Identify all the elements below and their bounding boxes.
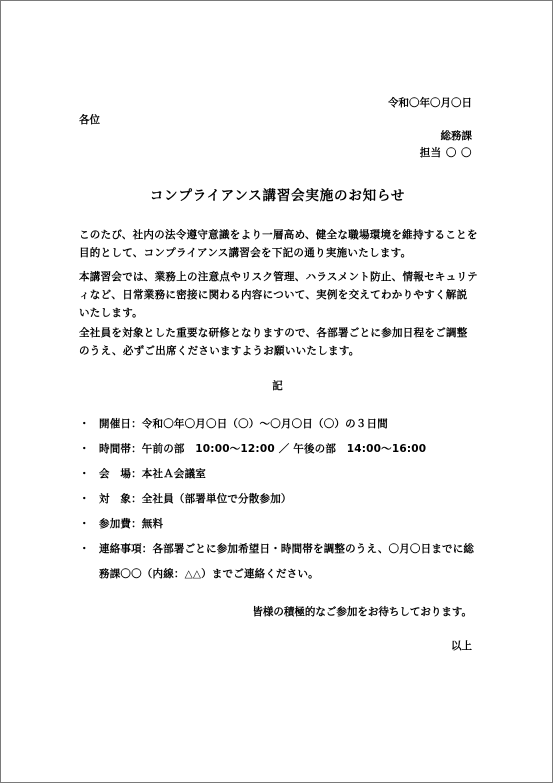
- addressee: 各位: [79, 114, 100, 126]
- detail-date: 開催日：令和〇年〇月〇日（〇）～〇月〇日（〇）の３日間: [99, 418, 388, 430]
- body-paragraph-2: 本講習会では、業務上の注意点やリスク管理、ハラスメント防止、情報セキュリティなど、日常業務に密接に関わる内容について、実例を交えてわかりやすく解説いたします。: [79, 271, 478, 319]
- detail-venue: 会 場：本社Ａ会議室: [99, 468, 206, 480]
- sender-person: 担当 〇 〇: [419, 147, 472, 159]
- list-item: [79, 442, 479, 456]
- detail-target: 対 象：全社員（部署単位で分散参加）: [99, 493, 292, 505]
- detail-contact: 連絡事項：各部署ごとに参加希望日・時間帯を調整のうえ、〇月〇日までに総務課〇〇（内線：△△）までご連絡ください。: [99, 543, 475, 580]
- body-paragraph-3: 全社員を対象とした重要な研修となりますので、各部署ごとに参加日程をご調整のうえ、必ずご出席くださいますようお願いいたします。: [79, 327, 468, 357]
- details-list: [79, 417, 479, 598]
- sender-department: 総務課: [440, 130, 472, 142]
- bullet-mark: ・: [79, 493, 90, 505]
- document-date: 令和〇年〇月〇日: [388, 97, 472, 109]
- document-title: コンプライアンス講習会実施のお知らせ: [149, 188, 406, 204]
- closing-remark: 皆様の積極的なご参加をお待ちしております。: [252, 606, 472, 618]
- list-item: [79, 467, 479, 481]
- bullet-mark: ・: [79, 543, 90, 555]
- list-item: [79, 417, 479, 431]
- bullet-mark: ・: [79, 418, 90, 430]
- end-mark: 以上: [451, 640, 472, 652]
- ki-heading: 記: [272, 380, 283, 392]
- body-paragraph-1: このたび、社内の法令遵守意識をより一層高め、健全な職場環境を維持することを目的として、コンプライアンス講習会を下記の通り実施いたします。: [79, 229, 478, 259]
- detail-time: 時間帯：午前の部 10:00～12:00 ／ 午後の部 14:00～16:00: [99, 443, 427, 455]
- list-item: [79, 537, 479, 587]
- list-item: [79, 517, 479, 531]
- list-item: [79, 492, 479, 506]
- detail-fee: 参加費：無料: [99, 518, 164, 530]
- bullet-mark: ・: [79, 468, 90, 480]
- bullet-mark: ・: [79, 443, 90, 455]
- bullet-mark: ・: [79, 518, 90, 530]
